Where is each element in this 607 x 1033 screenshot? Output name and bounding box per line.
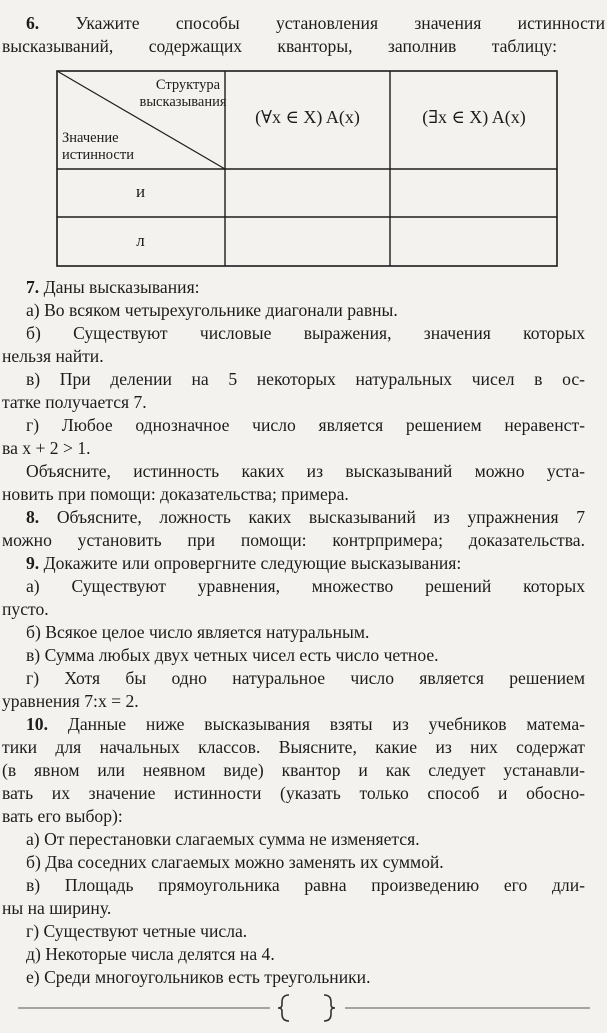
- task-10-line-2: тики для начальных классов. Выясните, какие из них содержат: [2, 737, 585, 757]
- task-7-item-v-line-1: в) При делении на 5 некоторых натуральных чисел в ос-: [26, 369, 585, 389]
- task-10-line-4: вать их значение истинности (указать только способ и обосно-: [2, 783, 585, 803]
- task-10: [0, 713, 607, 989]
- task-8-number: 8.: [26, 507, 40, 527]
- task-9-number: 9.: [26, 553, 40, 573]
- truth-table: [56, 70, 558, 267]
- header-universal-quantifier: (∀x ∈ X) A(x): [255, 107, 360, 127]
- footer-rule-icon: [0, 990, 607, 1028]
- page-footer-ornament: [0, 990, 607, 1028]
- task-8-line-1: Объясните, ложность каких высказываний из упражнения 7: [56, 507, 585, 527]
- row-label-true: и: [135, 182, 146, 201]
- task-9-item-b: б) Всякое целое число является натуральным.: [26, 622, 370, 642]
- task-10-item-v-line-1: в) Площадь прямоугольника равна произведению его дли-: [26, 875, 585, 895]
- task-6-line-2: высказываний, содержащих кванторы, заполнив таблицу:: [2, 36, 557, 56]
- task-7-intro: Даны высказывания:: [43, 277, 200, 297]
- task-7-item-a: а) Во всяком четырехугольнике диагонали равны.: [26, 300, 398, 320]
- task-10-number: 10.: [26, 714, 48, 734]
- header-structure: Структура высказывания: [139, 77, 227, 110]
- task-10-item-e: е) Среди многоугольников есть треугольники.: [26, 967, 371, 987]
- task-10-line-3: (в явном или неявном виде) квантор и как следует устанавли-: [2, 760, 585, 780]
- task-7-item-b-line-2: нельзя найти.: [2, 346, 104, 366]
- task-7-item-g-line-2: ва x + 2 > 1.: [2, 438, 91, 458]
- task-7-item-g-line-1: г) Любое однозначное число является решением неравенст-: [26, 415, 585, 435]
- task-7-question-line-1: Объясните, истинность каких из высказываний можно уста-: [26, 461, 585, 481]
- task-10-item-g: г) Существуют четные числа.: [26, 921, 248, 941]
- task-9-item-a-line-2: пусто.: [2, 599, 49, 619]
- task-7-number: 7.: [26, 277, 40, 297]
- task-6-line-1: Укажите способы установления значения истинности: [75, 13, 605, 33]
- task-9: [0, 552, 607, 713]
- header-truth-value: Значение истинности: [62, 130, 134, 163]
- task-9-item-g-line-2: уравнения 7:x = 2.: [2, 691, 139, 711]
- task-9-item-g-line-1: г) Хотя бы одно натуральное число является решением: [26, 668, 585, 688]
- task-9-intro: Докажите или опровергните следующие высказывания:: [43, 553, 462, 573]
- row-label-false: л: [136, 231, 145, 250]
- task-10-line-1: Данные ниже высказывания взяты из учебников матема-: [67, 714, 585, 734]
- task-10-line-5: вать его выбор):: [2, 806, 123, 826]
- task-9-item-a-line-1: а) Существуют уравнения, множество решений которых: [26, 576, 585, 596]
- task-7-item-v-line-2: татке получается 7.: [2, 392, 147, 412]
- header-existential-quantifier: (∃x ∈ X) A(x): [422, 107, 526, 127]
- task-6: [0, 12, 607, 58]
- task-10-item-v-line-2: ны на ширину.: [2, 898, 112, 918]
- task-7-question-line-2: новить при помощи: доказательства; примера.: [2, 484, 349, 504]
- task-10-item-a: а) От перестановки слагаемых сумма не изменяется.: [26, 829, 420, 849]
- task-8: [0, 506, 607, 552]
- task-8-line-2: можно установить при помощи: контрпримера; доказательства.: [2, 530, 585, 550]
- task-6-number: 6.: [26, 13, 40, 33]
- task-10-item-d: д) Некоторые числа делятся на 4.: [26, 944, 275, 964]
- task-9-item-v: в) Сумма любых двух четных чисел есть число четное.: [26, 645, 439, 665]
- task-10-item-b: б) Два соседних слагаемых можно заменять их суммой.: [26, 852, 444, 872]
- task-7-item-b-line-1: б) Существуют числовые выражения, значения которых: [26, 323, 585, 343]
- task-7: [0, 276, 607, 506]
